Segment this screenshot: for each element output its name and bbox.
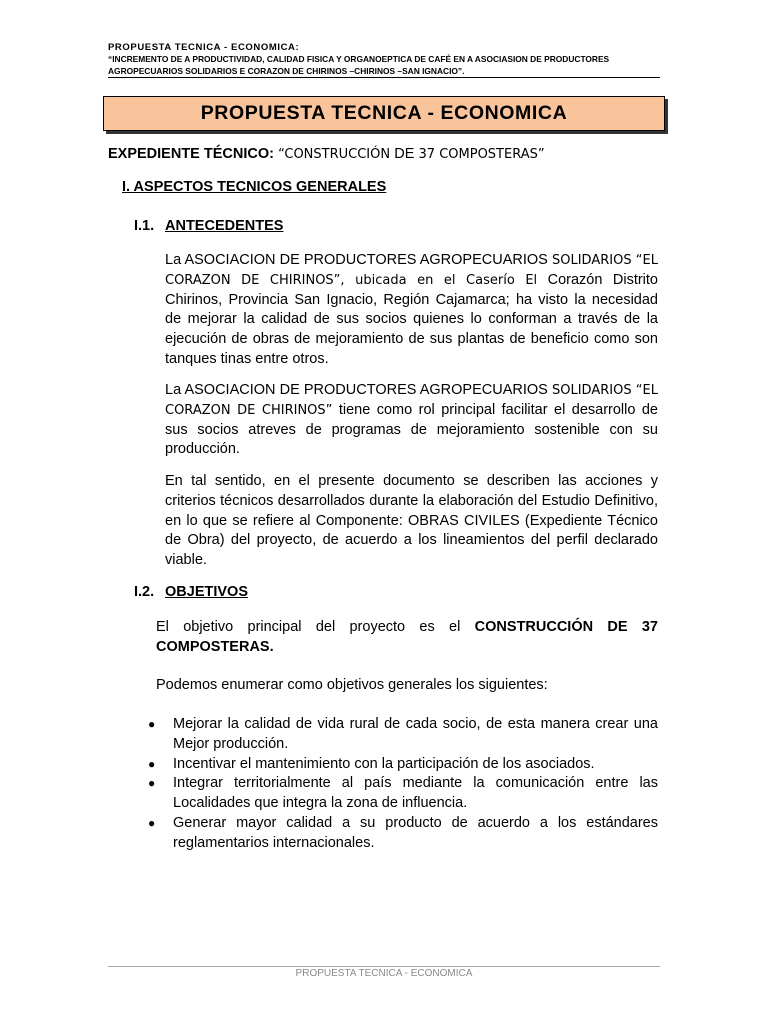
bullet-icon: ● xyxy=(148,815,156,830)
paragraph-objetivo-principal xyxy=(156,618,658,658)
p2-part-a: La ASOCIACION DE PRODUCTORES AGROPECUARIOS xyxy=(165,382,552,398)
running-footer: PROPUESTA TECNICA - ECONOMICA xyxy=(295,968,473,979)
p2-part-b: SOLIDARIOS “EL CORAZON DE CHIRINOS” xyxy=(165,383,658,418)
list-item-text: Mejorar la calidad de vida rural de cada socio, de esta manera crear una Mejor producción. xyxy=(173,716,658,752)
header-divider xyxy=(108,77,660,78)
paragraph-antecedentes-2 xyxy=(165,381,658,460)
list-item xyxy=(146,715,658,755)
subsection-heading-antecedentes xyxy=(134,218,283,234)
footer-divider xyxy=(108,966,660,967)
document-title-box xyxy=(103,96,665,131)
running-header xyxy=(108,42,660,77)
subsection-title: OBJETIVOS xyxy=(165,584,248,600)
section-heading xyxy=(122,179,386,195)
objective-bold: CONSTRUCCIÓN DE 37 COMPOSTERAS. xyxy=(156,619,658,655)
list-item xyxy=(146,755,658,775)
subsection-number: I.2. xyxy=(134,584,155,600)
expediente-label: EXPEDIENTE TÉCNICO: xyxy=(108,146,274,162)
list-item-text: Integrar territorialmente al país mediante la comunicación entre las Localidades que integra la zona de influencia. xyxy=(173,775,658,812)
expediente-value-a: “CONSTRUCCIÓN xyxy=(273,147,395,162)
p1-part-b: SOLIDARIOS “EL CORAZON DE CHIRINOS”, ubicada en el Caserío El xyxy=(165,253,658,288)
objectives-list xyxy=(146,715,658,854)
p1-part-a: La ASOCIACION DE PRODUCTORES AGROPECUARIOS xyxy=(165,252,552,268)
document-title: PROPUESTA TECNICA - ECONOMICA xyxy=(200,102,568,124)
bullet-icon: ● xyxy=(148,717,156,731)
expediente-value-c: 37 COMPOSTERAS” xyxy=(414,147,545,162)
bullet-icon: ● xyxy=(148,756,156,771)
subsection-heading-objetivos xyxy=(134,584,248,600)
list-item-text: Generar mayor calidad a su producto de acuerdo a los estándares reglamentarios internacionales. xyxy=(173,814,658,851)
objective-text: El objetivo principal del proyecto es el xyxy=(156,619,475,635)
header-title: PROPUESTA TECNICA - ECONOMICA: xyxy=(108,42,300,53)
paragraph-enumerar: Podemos enumerar como objetivos generales los siguientes: xyxy=(156,677,548,693)
expediente-value-b: DE xyxy=(394,146,415,162)
expediente-line xyxy=(108,146,545,162)
list-item-text: Incentivar el mantenimiento con la participación de los asociados. xyxy=(173,755,595,772)
header-subtitle-line2: AGROPECUARIOS SOLIDARIOS E CORAZON DE CHIRINOS –CHIRINOS –SAN IGNACIO”. xyxy=(108,66,465,76)
list-item xyxy=(146,814,658,854)
p2-part-c: tiene como rol principal facilitar el desarrollo de sus socios atreves de programas de mejoramiento sostenible con su producción. xyxy=(165,401,658,458)
subsection-title: ANTECEDENTES xyxy=(165,218,284,234)
subsection-number: I.1. xyxy=(134,218,155,234)
bullet-icon: ● xyxy=(148,776,156,791)
paragraph-antecedentes-1 xyxy=(165,251,658,370)
header-subtitle-line1: “INCREMENTO DE A PRODUCTIVIDAD, CALIDAD FISICA Y ORGANOEPTICA DE CAFÉ EN A ASOCIASION DE PRODUCTORES xyxy=(108,54,610,64)
section-heading-text: I. ASPECTOS TECNICOS GENERALES xyxy=(122,179,387,195)
list-item xyxy=(146,774,658,814)
paragraph-antecedentes-3: En tal sentido, en el presente documento se describen las acciones y criterios técnicos desarrollados durante la elaboración del Estudio Definitivo, en lo que se refiere al Componente: OBRAS CIVILES (Expediente Técnico de Obra) del proyecto, de acuerdo a los lineamientos del perfil declarado viable. xyxy=(165,473,658,569)
p1-part-c: Corazón Distrito Chirinos, Provincia San Ignacio, Región Cajamarca; ha visto la necesidad de mejorar la calidad de sus socios quienes lo conforman a través de la ejecución de obras de mejoramiento de sus plantas de beneficio como son tanques tinas entre otros. xyxy=(165,271,659,367)
